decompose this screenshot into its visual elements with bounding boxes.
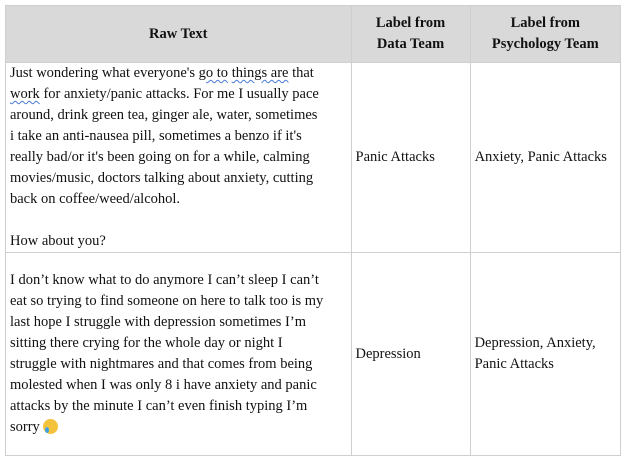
text-segment: that (288, 65, 314, 81)
text-line (10, 189, 347, 210)
text-line (10, 210, 347, 231)
text-segment: struggle with nightmares and that comes from being (10, 356, 313, 372)
header-raw-text: Raw Text (6, 6, 352, 63)
text-line (10, 105, 347, 126)
text-segment: last hope I struggle with depression sometimes I’m (10, 314, 306, 330)
text-line (10, 396, 347, 417)
crying-face-emoji-icon (43, 419, 58, 434)
text-line (10, 270, 347, 291)
label-text: Panic Attacks (355, 149, 435, 165)
text-segment: around, drink green tea, ginger ale, water, sometimes (10, 107, 318, 123)
header-row (6, 6, 621, 63)
text-line (10, 168, 347, 189)
table-row (6, 63, 621, 253)
raw-text-cell (6, 253, 352, 456)
text-segment: eat so trying to find someone on here to talk too is my (10, 293, 324, 309)
label-text: Depression (355, 345, 421, 362)
text-line (10, 63, 347, 84)
header-line: Psychology Team (491, 36, 599, 52)
text-line (10, 84, 347, 105)
text-segment: sitting there crying for the whole day or night I (10, 335, 283, 351)
header-line: Label from (375, 15, 446, 31)
spellcheck-flagged-text: go to (198, 65, 229, 81)
text-segment: How about you? (10, 233, 106, 249)
text-line (10, 354, 347, 375)
text-segment: for anxiety/panic attacks. For me I usually pace (39, 86, 319, 102)
table-row (6, 253, 621, 456)
header-psychology-team (470, 6, 620, 63)
text-line (10, 291, 347, 312)
raw-text-cell (6, 63, 352, 253)
text-line (10, 231, 347, 252)
data-team-label-cell (351, 253, 470, 456)
text-line (10, 126, 347, 147)
text-segment: sorry (10, 419, 40, 435)
label-text: Anxiety, Panic Attacks (474, 149, 607, 165)
text-line (10, 417, 347, 438)
header-line: Label from (510, 15, 580, 31)
text-segment: really bad/or it's been going on for a while, calming (10, 149, 310, 165)
text-segment: back on coffee/weed/alcohol. (10, 191, 181, 207)
psychology-team-label-cell (470, 253, 620, 456)
label-text: Depression, Anxiety, (474, 335, 596, 351)
text-segment: I don’t know what to do anymore I can’t sleep I can’t (10, 272, 319, 288)
text-segment: movies/music, doctors talking about anxiety, cutting (10, 170, 314, 186)
text-segment: molested when I was only 8 i have anxiety and panic (10, 377, 317, 393)
text-segment: attacks by the minute I can’t even finish typing I’m (10, 398, 308, 414)
text-segment: Just wondering what everyone's (10, 65, 199, 81)
header-data-team (351, 6, 470, 63)
header-line: Data Team (376, 36, 445, 52)
text-line (10, 333, 347, 354)
spellcheck-flagged-text: work (10, 86, 40, 102)
text-line (10, 375, 347, 396)
text-line (10, 147, 347, 168)
text-segment: i take an anti-nausea pill, sometimes a benzo if it's (10, 128, 302, 144)
text-line (10, 312, 347, 333)
spellcheck-flagged-text: things are (231, 65, 289, 81)
label-comparison-table (5, 5, 621, 456)
psychology-team-label-cell (470, 63, 620, 253)
data-team-label-cell (351, 63, 470, 253)
label-text: Panic Attacks (474, 356, 554, 372)
